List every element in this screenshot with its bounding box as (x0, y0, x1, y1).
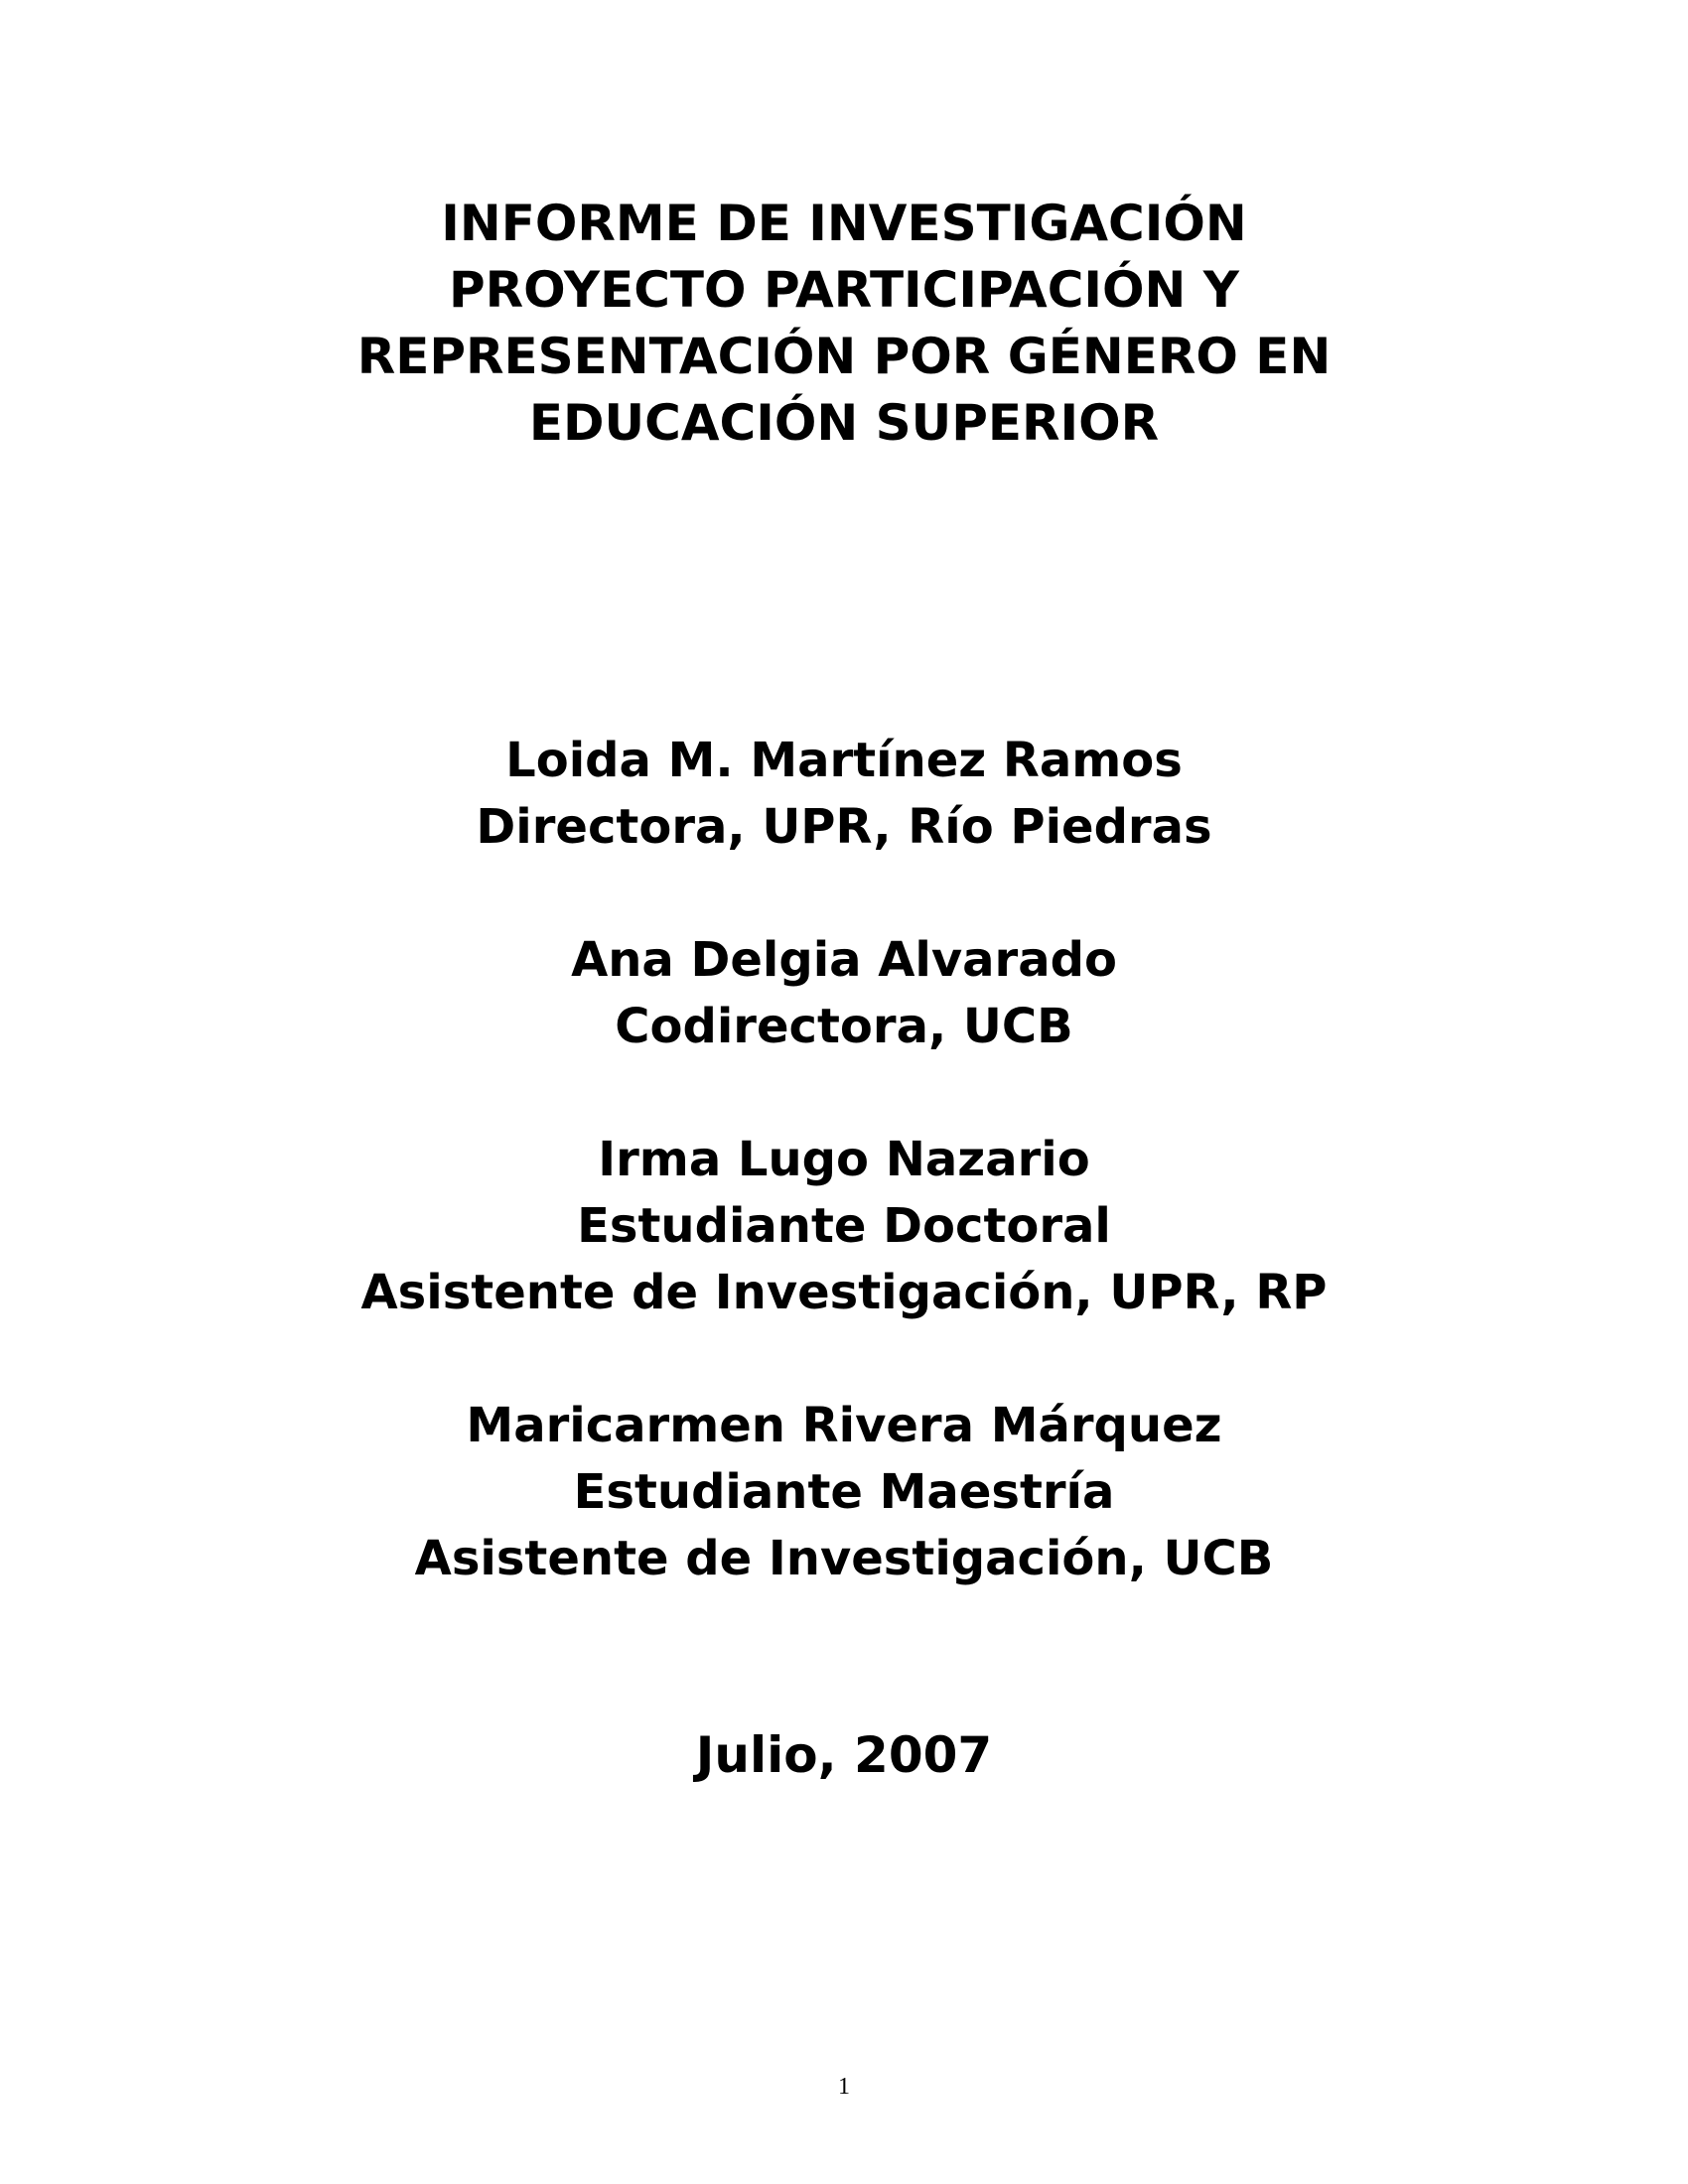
author-name: Loida M. Martínez Ramos (505, 733, 1183, 788)
title-line-2: PROYECTO PARTICIPACIÓN Y (449, 261, 1239, 319)
author-role: Codirectora, UCB (615, 999, 1073, 1054)
author-block (0, 1393, 1688, 1592)
author-name: Ana Delgia Alvarado (571, 932, 1117, 988)
document-title (0, 191, 1688, 457)
author-role: Directora, UPR, Río Piedras (476, 799, 1212, 855)
page-number: 1 (838, 2074, 850, 2100)
author-block (0, 728, 1688, 861)
author-role: Asistente de Investigación, UPR, RP (360, 1265, 1328, 1320)
author-list (0, 728, 1688, 1659)
title-line-3: REPRESENTACIÓN POR GÉNERO EN (356, 328, 1332, 385)
author-role: Estudiante Doctoral (577, 1198, 1111, 1254)
title-line-4: EDUCACIÓN SUPERIOR (528, 394, 1160, 452)
author-name: Irma Lugo Nazario (598, 1132, 1090, 1187)
author-role: Estudiante Maestría (573, 1464, 1115, 1520)
author-name: Maricarmen Rivera Márquez (466, 1398, 1222, 1453)
document-date: Julio, 2007 (695, 1726, 993, 1784)
author-block (0, 1127, 1688, 1326)
title-line-1: INFORME DE INVESTIGACIÓN (441, 195, 1247, 252)
author-role: Asistente de Investigación, UCB (414, 1531, 1274, 1586)
author-block (0, 927, 1688, 1060)
